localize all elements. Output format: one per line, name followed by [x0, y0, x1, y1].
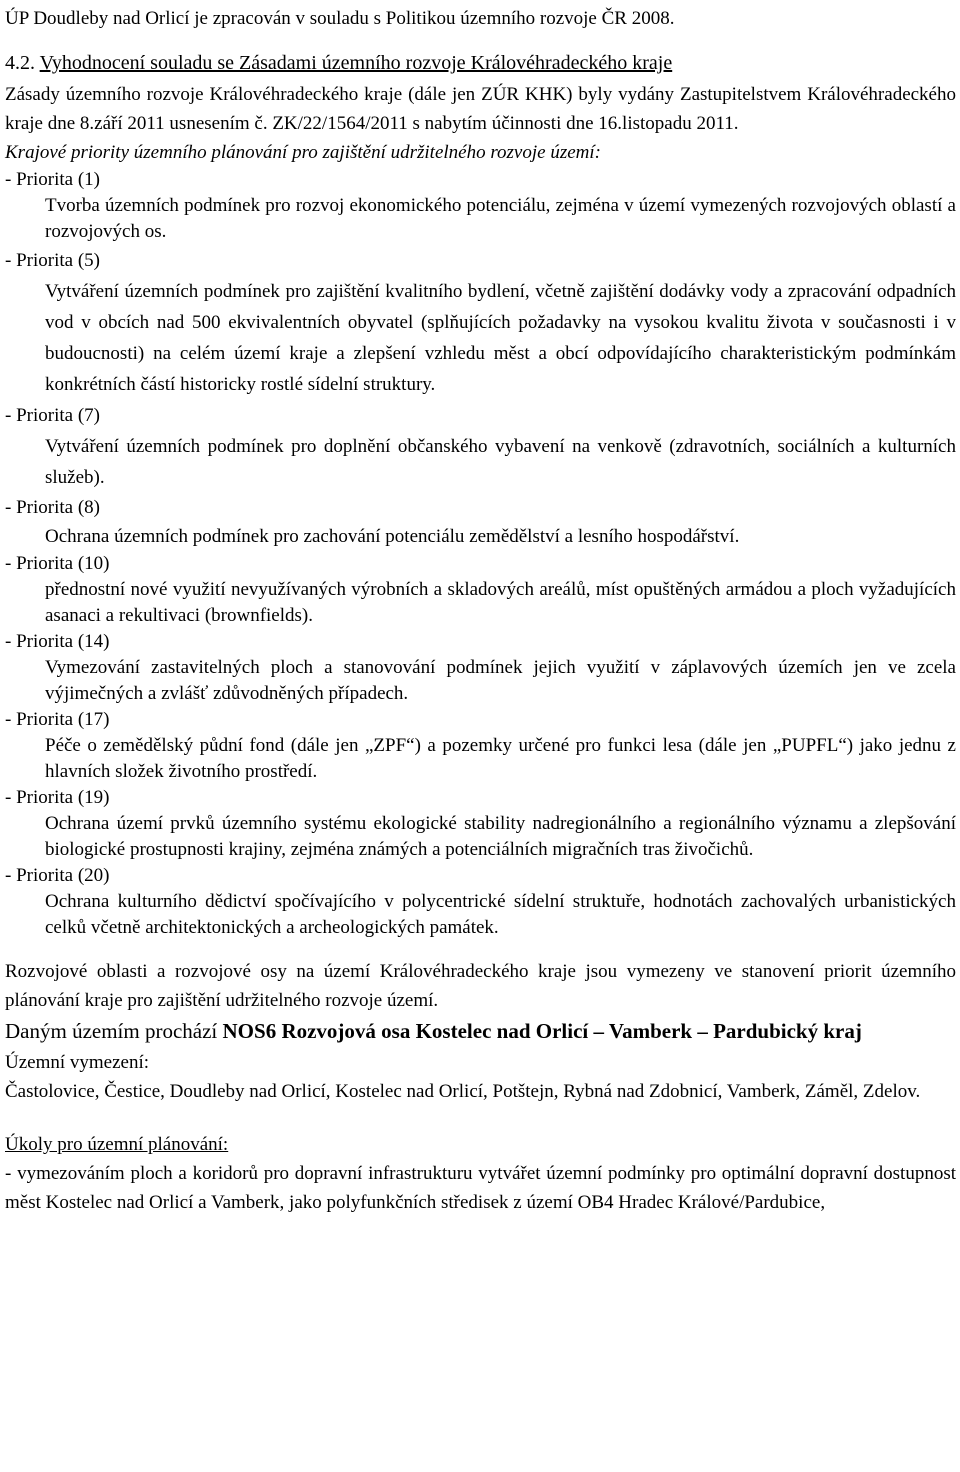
priority-text: Ochrana území prvků územního systému ekologické stability nadregionálního a regionálního významu a zlepšování biologické prostupnosti krajiny, zejména známých a potenciálních migračních tras živočichů. [45, 813, 956, 860]
priority-label: - Priorita (10) [5, 553, 110, 574]
priority-text: přednostní nové využití nevyužívaných výrobních a skladových areálů, míst opuštěných armádou a ploch vyžadujících asanaci a rekultivaci (brownfields). [45, 579, 956, 626]
priority-item [5, 785, 956, 863]
priority-text: Ochrana územních podmínek pro zachování potenciálu zemědělství a lesního hospodářství. [45, 526, 740, 547]
document-page [5, 4, 956, 1217]
section-number: 4.2. [5, 52, 35, 74]
spacer [5, 1106, 956, 1130]
priority-label: - Priorita (5) [5, 250, 100, 271]
task-item: - vymezováním ploch a koridorů pro dopravní infrastrukturu vytvářet územní podmínky pro optimální dopravní dostupnost měst Kostelec nad Orlicí a Vamberk, jako polyfunkčních středisek z území OB4 Hradec Králové/Pardubice, [5, 1163, 956, 1213]
section-title: Vyhodnocení souladu se Zásadami územního rozvoje Královéhradeckého kraje [39, 52, 673, 74]
priority-label: - Priorita (7) [5, 405, 100, 426]
priority-item [5, 863, 956, 941]
priority-item [5, 707, 956, 785]
priority-label: - Priorita (20) [5, 865, 110, 886]
priority-item [5, 493, 956, 551]
priority-item [5, 551, 956, 629]
priority-text: Péče o zemědělský půdní fond (dále jen „ZPF“) a pozemky určené pro funkci lesa (dále jen „PUPFL“) jako jednu z hlavních složek životního prostředí. [45, 735, 956, 782]
priority-text: Ochrana kulturního dědictví spočívajícího v polycentrické sídelní struktuře, hodnotách zachovalých urbanistických celků včetně architektonických a archeologických památek. [45, 891, 956, 938]
priority-label: - Priorita (19) [5, 787, 110, 808]
section-heading [5, 46, 956, 80]
priority-item [5, 245, 956, 400]
priority-text: Vymezování zastavitelných ploch a stanovování podmínek jejich využití v záplavových územích jen ve zcela výjimečných a zvlášť zdůvodněných případech. [45, 657, 956, 704]
development-note: Rozvojové oblasti a rozvojové osy na území Královéhradeckého kraje jsou vymezeny ve stanovení priorit územního plánování kraje pro zajištění udržitelného rozvoje území. [5, 961, 956, 1011]
priority-text: Vytváření územních podmínek pro doplnění občanského vybavení na venkově (zdravotních, sociálních a kulturních služeb). [45, 436, 956, 488]
nos-prefix: Daným územím prochází [5, 1019, 223, 1043]
priority-item [5, 400, 956, 493]
intro-paragraph: Zásady územního rozvoje Královéhradeckého kraje (dále jen ZÚR KHK) byly vydány Zastupitelstvem Královéhradeckého kraje dne 8.září 2011 usnesením č. ZK/22/1564/2011 s nabytím účinnosti dne 16.listopadu 2011. [5, 84, 956, 134]
territory-label: Územní vymezení: [5, 1052, 150, 1073]
priority-text: Vytváření územních podmínek pro zajištění kvalitního bydlení, včetně zajištění dodávky vody a zpracování odpadních vod v obcích nad 500 ekvivalentních obyvatel (splňujících požadavky na vysokou kvalitu života v současnosti i v budoucnosti) na celém území kraje a zlepšení vzhledu měst a obcí odpovídajícího charakteristickým podmínkám konkrétních částí historicky rostlé sídelní struktury. [45, 281, 956, 395]
territory-text: Častolovice, Čestice, Doudleby nad Orlicí, Kostelec nad Orlicí, Potštejn, Rybná nad Zdobnicí, Vamberk, Záměl, Zdelov. [5, 1081, 921, 1102]
priority-label: - Priorita (8) [5, 497, 100, 518]
spacer [5, 941, 956, 957]
priority-label: - Priorita (14) [5, 631, 110, 652]
priority-item [5, 167, 956, 245]
nos-name: NOS6 Rozvojová osa Kostelec nad Orlicí – Vamberk – Pardubický kraj [222, 1019, 862, 1043]
priority-label: - Priorita (17) [5, 709, 110, 730]
nos-paragraph [5, 1015, 956, 1048]
tasks-label: Úkoly pro územní plánování: [5, 1134, 229, 1155]
priority-text: Tvorba územních podmínek pro rozvoj ekonomického potenciálu, zejména v území vymezených rozvojových oblastí a rozvojových os. [45, 195, 956, 242]
priority-item [5, 629, 956, 707]
document-header: ÚP Doudleby nad Orlicí je zpracován v souladu s Politikou územního rozvoje ČR 2008. [5, 8, 675, 29]
priorities-heading: Krajové priority územního plánování pro zajištění udržitelného rozvoje území: [5, 142, 601, 163]
priority-label: - Priorita (1) [5, 169, 100, 190]
